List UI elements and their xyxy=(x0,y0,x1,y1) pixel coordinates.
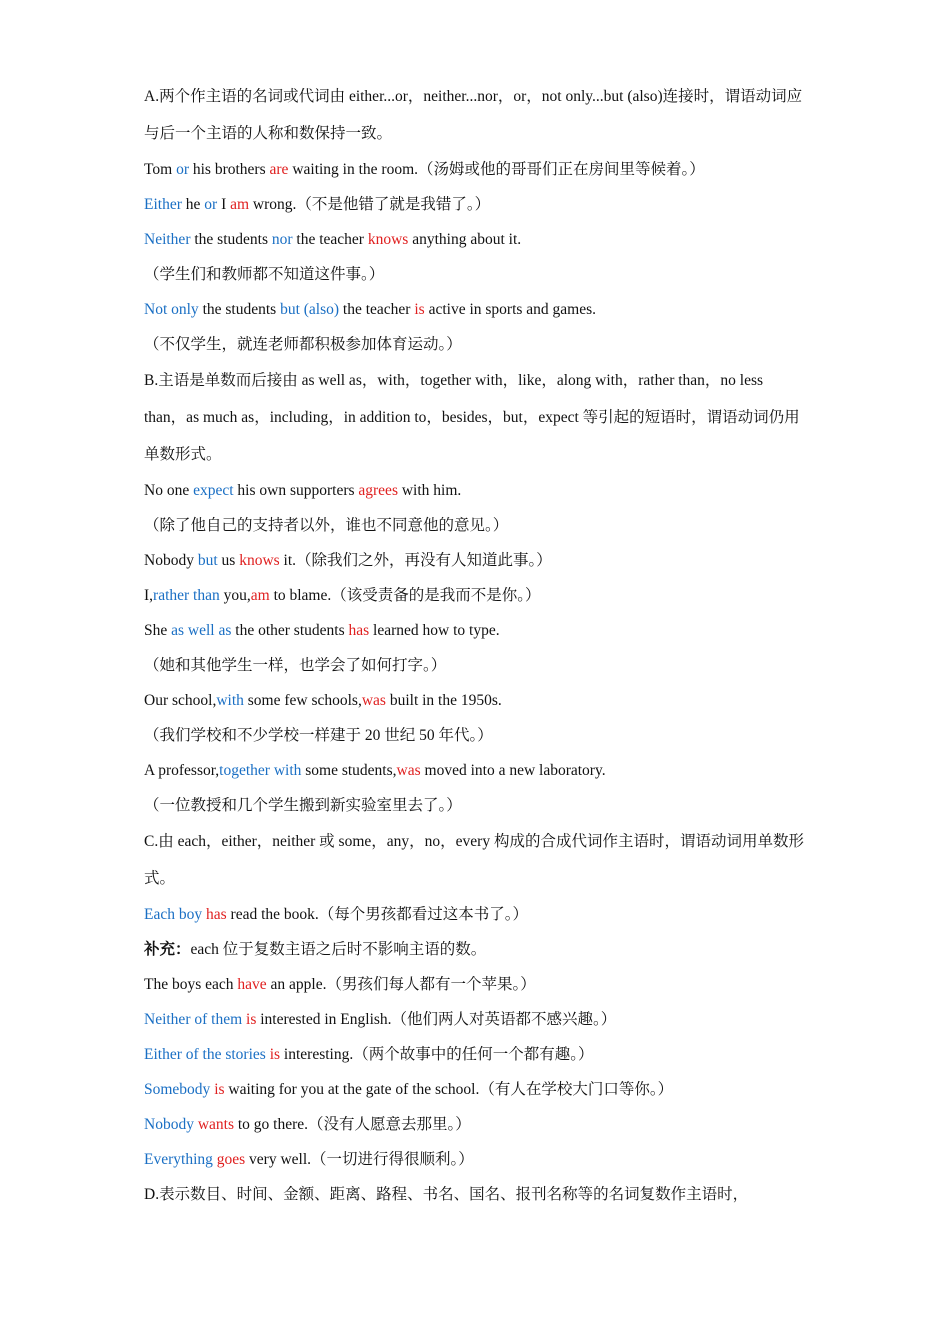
verb: goes xyxy=(216,1151,246,1168)
keyword: or xyxy=(176,161,189,178)
verb: are xyxy=(269,161,289,178)
text: built in the 1950s. xyxy=(385,692,502,709)
keyword: but (also) xyxy=(280,301,340,318)
example-b5 xyxy=(144,683,809,718)
text: he xyxy=(181,196,205,213)
translation-b1: （除了他自己的支持者以外，谁也不同意他的意见。） xyxy=(144,517,509,534)
keyword: Nobody xyxy=(144,1116,194,1133)
example-b4 xyxy=(144,613,809,648)
keyword: Neither xyxy=(144,231,191,248)
rule-c: C.由 each，either，neither 或 some，any，no，every 构成的合成代词作主语时，谓语动词用单数形式。 xyxy=(144,833,804,887)
document-page xyxy=(144,78,809,1212)
keyword: but xyxy=(197,552,218,569)
text: interested in English.（他们两人对英语都不感兴趣。） xyxy=(256,1011,617,1028)
example-a4 xyxy=(144,292,809,327)
verb: has xyxy=(348,622,370,639)
keyword: with xyxy=(216,692,244,709)
verb: is xyxy=(269,1046,281,1063)
text: I xyxy=(217,196,231,213)
text: the teacher xyxy=(292,231,368,248)
example-b2 xyxy=(144,543,809,578)
text: Tom xyxy=(144,161,177,178)
verb: was xyxy=(396,762,421,779)
text: read the book.（每个男孩都看过这本书了。） xyxy=(226,906,529,923)
text: you, xyxy=(219,587,251,604)
keyword: together with xyxy=(219,762,302,779)
rule-d: D.表示数目、时间、金额、距离、路程、书名、国名、报刊名称等的名词复数作主语时， xyxy=(144,1186,749,1203)
verb: am xyxy=(230,196,250,213)
verb: was xyxy=(361,692,386,709)
example-c3 xyxy=(144,1002,809,1037)
text: moved into a new laboratory. xyxy=(420,762,606,779)
text: learned how to type. xyxy=(369,622,500,639)
text: the students xyxy=(198,301,281,318)
translation-b5: （我们学校和不少学校一样建于 20 世纪 50 年代。） xyxy=(144,727,493,744)
verb: knows xyxy=(367,231,409,248)
supplement-text: each 位于复数主语之后时不影响主语的数。 xyxy=(190,941,487,958)
text: his own supporters xyxy=(233,482,359,499)
example-c6 xyxy=(144,1107,809,1142)
text: some students, xyxy=(301,762,397,779)
translation-b6: （一位教授和几个学生搬到新实验室里去了。） xyxy=(144,797,462,814)
example-a1 xyxy=(144,152,809,187)
verb: is xyxy=(414,301,425,318)
text: I, xyxy=(144,587,154,604)
text: with him. xyxy=(397,482,462,499)
text: waiting for you at the gate of the school.（有人在学校大门口等你。） xyxy=(224,1081,674,1098)
keyword: as well as xyxy=(171,622,232,639)
keyword: expect xyxy=(193,482,234,499)
text: the other students xyxy=(231,622,349,639)
text: Nobody xyxy=(144,552,198,569)
text: The boys each xyxy=(144,976,238,993)
keyword: or xyxy=(204,196,218,213)
text: us xyxy=(217,552,240,569)
text: the teacher xyxy=(339,301,415,318)
text: wrong.（不是他错了就是我错了。） xyxy=(249,196,491,213)
text: waiting in the room.（汤姆或他的哥哥们正在房间里等候着。） xyxy=(288,161,705,178)
example-c7 xyxy=(144,1142,809,1177)
text: to blame.（该受责备的是我而不是你。） xyxy=(269,587,541,604)
translation-a3: （学生们和教师都不知道这件事。） xyxy=(144,266,385,283)
supplement xyxy=(144,932,809,967)
verb: have xyxy=(237,976,267,993)
rule-b: B.主语是单数而后接由 as well as，with，together with，like，along with，rather than，no less than，as much as，including，in addition to，besides，but，expect 等引起的短语时，谓语动词仍用单数形式。 xyxy=(144,372,800,463)
keyword: Somebody xyxy=(144,1081,211,1098)
keyword: Everything xyxy=(144,1151,213,1168)
example-c4 xyxy=(144,1037,809,1072)
keyword: Each boy xyxy=(144,906,203,923)
verb: wants xyxy=(197,1116,234,1133)
translation-a4: （不仅学生，就连老师都积极参加体育运动。） xyxy=(144,336,462,353)
text: very well.（一切进行得很顺利。） xyxy=(245,1151,474,1168)
text: interesting.（两个故事中的任何一个都有趣。） xyxy=(280,1046,594,1063)
text: Our school, xyxy=(144,692,217,709)
text: No one xyxy=(144,482,194,499)
example-c2 xyxy=(144,967,809,1002)
verb: am xyxy=(250,587,270,604)
text: his brothers xyxy=(189,161,270,178)
example-c5 xyxy=(144,1072,809,1107)
verb: is xyxy=(246,1011,257,1028)
text: to go there.（没有人愿意去那里。） xyxy=(234,1116,471,1133)
keyword: Not only xyxy=(144,301,199,318)
example-a2 xyxy=(144,187,809,222)
example-b1 xyxy=(144,473,809,508)
keyword: Either xyxy=(144,196,182,213)
translation-b4: （她和其他学生一样，也学会了如何打字。） xyxy=(144,657,447,674)
example-c1 xyxy=(144,897,809,932)
text: anything about it. xyxy=(408,231,522,248)
keyword: Either of the stories xyxy=(144,1046,266,1063)
keyword: rather than xyxy=(153,587,220,604)
text: an apple.（男孩们每人都有一个苹果。） xyxy=(266,976,536,993)
text: A professor, xyxy=(144,762,220,779)
example-b6 xyxy=(144,753,809,788)
verb: agrees xyxy=(358,482,398,499)
rule-a: A.两个作主语的名词或代词由 either...or，neither...nor，or，not only...but (also)连接时，谓语动词应与后一个主语的人称和数保持一致。 xyxy=(144,88,803,142)
supplement-label: 补充： xyxy=(144,941,191,958)
keyword: Neither of them xyxy=(144,1011,243,1028)
verb: has xyxy=(205,906,227,923)
text: the students xyxy=(190,231,272,248)
example-a3 xyxy=(144,222,809,257)
example-b3 xyxy=(144,578,809,613)
text: active in sports and games. xyxy=(424,301,597,318)
verb: is xyxy=(214,1081,225,1098)
verb: knows xyxy=(239,552,280,569)
text: some few schools, xyxy=(243,692,362,709)
keyword: nor xyxy=(271,231,293,248)
text: She xyxy=(144,622,172,639)
text: it.（除我们之外，再没有人知道此事。） xyxy=(279,552,552,569)
